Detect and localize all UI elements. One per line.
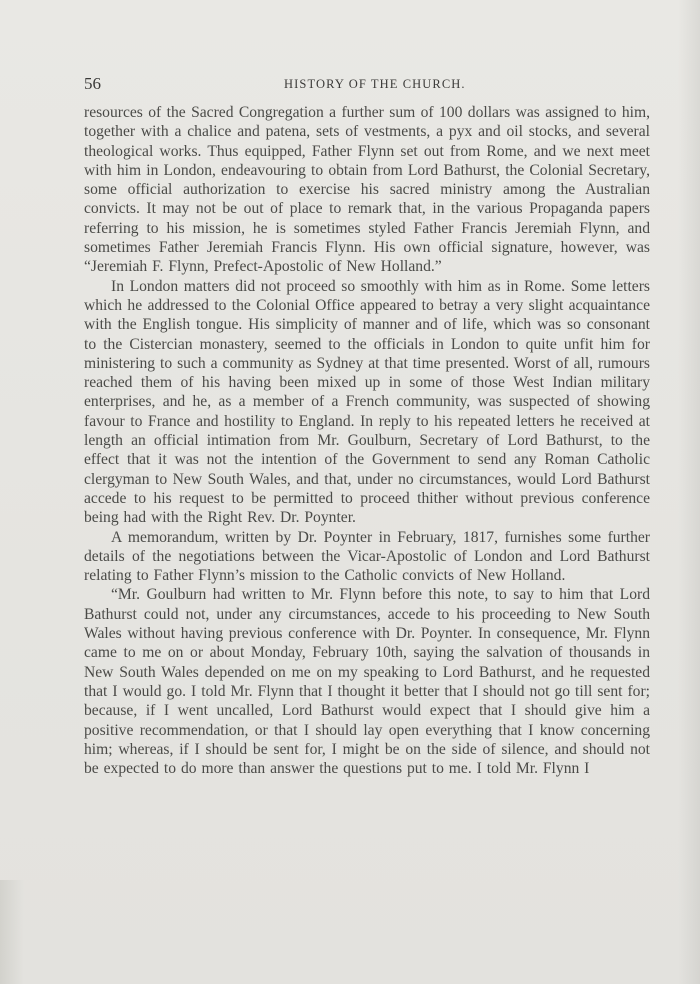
paragraph: A memorandum, written by Dr. Poynter in February, 1817, furnishes some further details of the negotiations between the Vicar-Apostolic of London and Lord Bathurst relating to Father Flynn’s mission to the Catholic convicts of New Holland. [84,528,650,585]
paragraph: “Mr. Goulburn had written to Mr. Flynn before this note, to say to him that Lord Bathurst could not, under any circumstances, accede to his proceeding to New South Wales without having previous conference with Dr. Poynter. In consequence, Mr. Flynn came to me on or about Monday, February 10th, saying the salvation of thousands in New South Wales depended on me on my speaking to Lord Bathurst, and he requested that I would go. I told Mr. Flynn that I thought it better that I should not go till sent for; because, if I went uncalled, Lord Bathurst would expect that I should give him a positive recommendation, or that I should lay open everything that I know concerning him; whereas, if I should be sent for, I might be on the side of silence, and should not be expected to do more than answer the questions put to me. I told Mr. Flynn I [84,586,650,778]
paragraph: resources of the Sacred Congregation a further sum of 100 dollars was assigned to him, together with a chalice and patena, sets of vestments, a pyx and oil stocks, and several theological works. Thus equipped, Father Flynn set out from Rome, and we next meet with him in London, endeavouring to obtain from Lord Bathurst, the Colonial Secretary, some official authorization to exercise his sacred ministry among the Australian convicts. It may not be out of place to remark that, in the various Propaganda papers referring to his mission, he is sometimes styled Father Francis Jeremiah Flynn, and sometimes Father Jeremiah Francis Flynn. His own official signature, however, was “Jeremiah F. Flynn, Prefect-Apostolic of New Holland.” [84,104,650,276]
page-number: 56 [84,74,101,93]
running-head: HISTORY OF THE CHURCH. [284,77,466,91]
body-text [84,103,650,778]
paragraph: In London matters did not proceed so smoothly with him as in Rome. Some letters which he addressed to the Colonial Office appeared to betray a very slight acquaintance with the English tongue. His simplicity of manner and of life, which was so consonant to the Cistercian monastery, seemed to the officials in London to quite unfit him for ministering to such a community as Sydney at that time presented. Worst of all, rumours reached them of his having been mixed up in some of those West Indian military enterprises, and he, as a member of a French community, was suspected of showing favour to France and hostility to England. In reply to his repeated letters he received at length an official intimation from Mr. Goulburn, Secretary of Lord Bathurst, to the effect that it was not the intention of the Government to send any Roman Catholic clergyman to New South Wales, and that, under no circumstances, would Lord Bathurst accede to his request to be permitted to proceed thither without previous conference being had with the Right Rev. Dr. Poynter. [84,277,650,527]
page-edge-shadow [678,0,700,984]
page-stain [0,880,24,984]
page-header [84,74,650,94]
